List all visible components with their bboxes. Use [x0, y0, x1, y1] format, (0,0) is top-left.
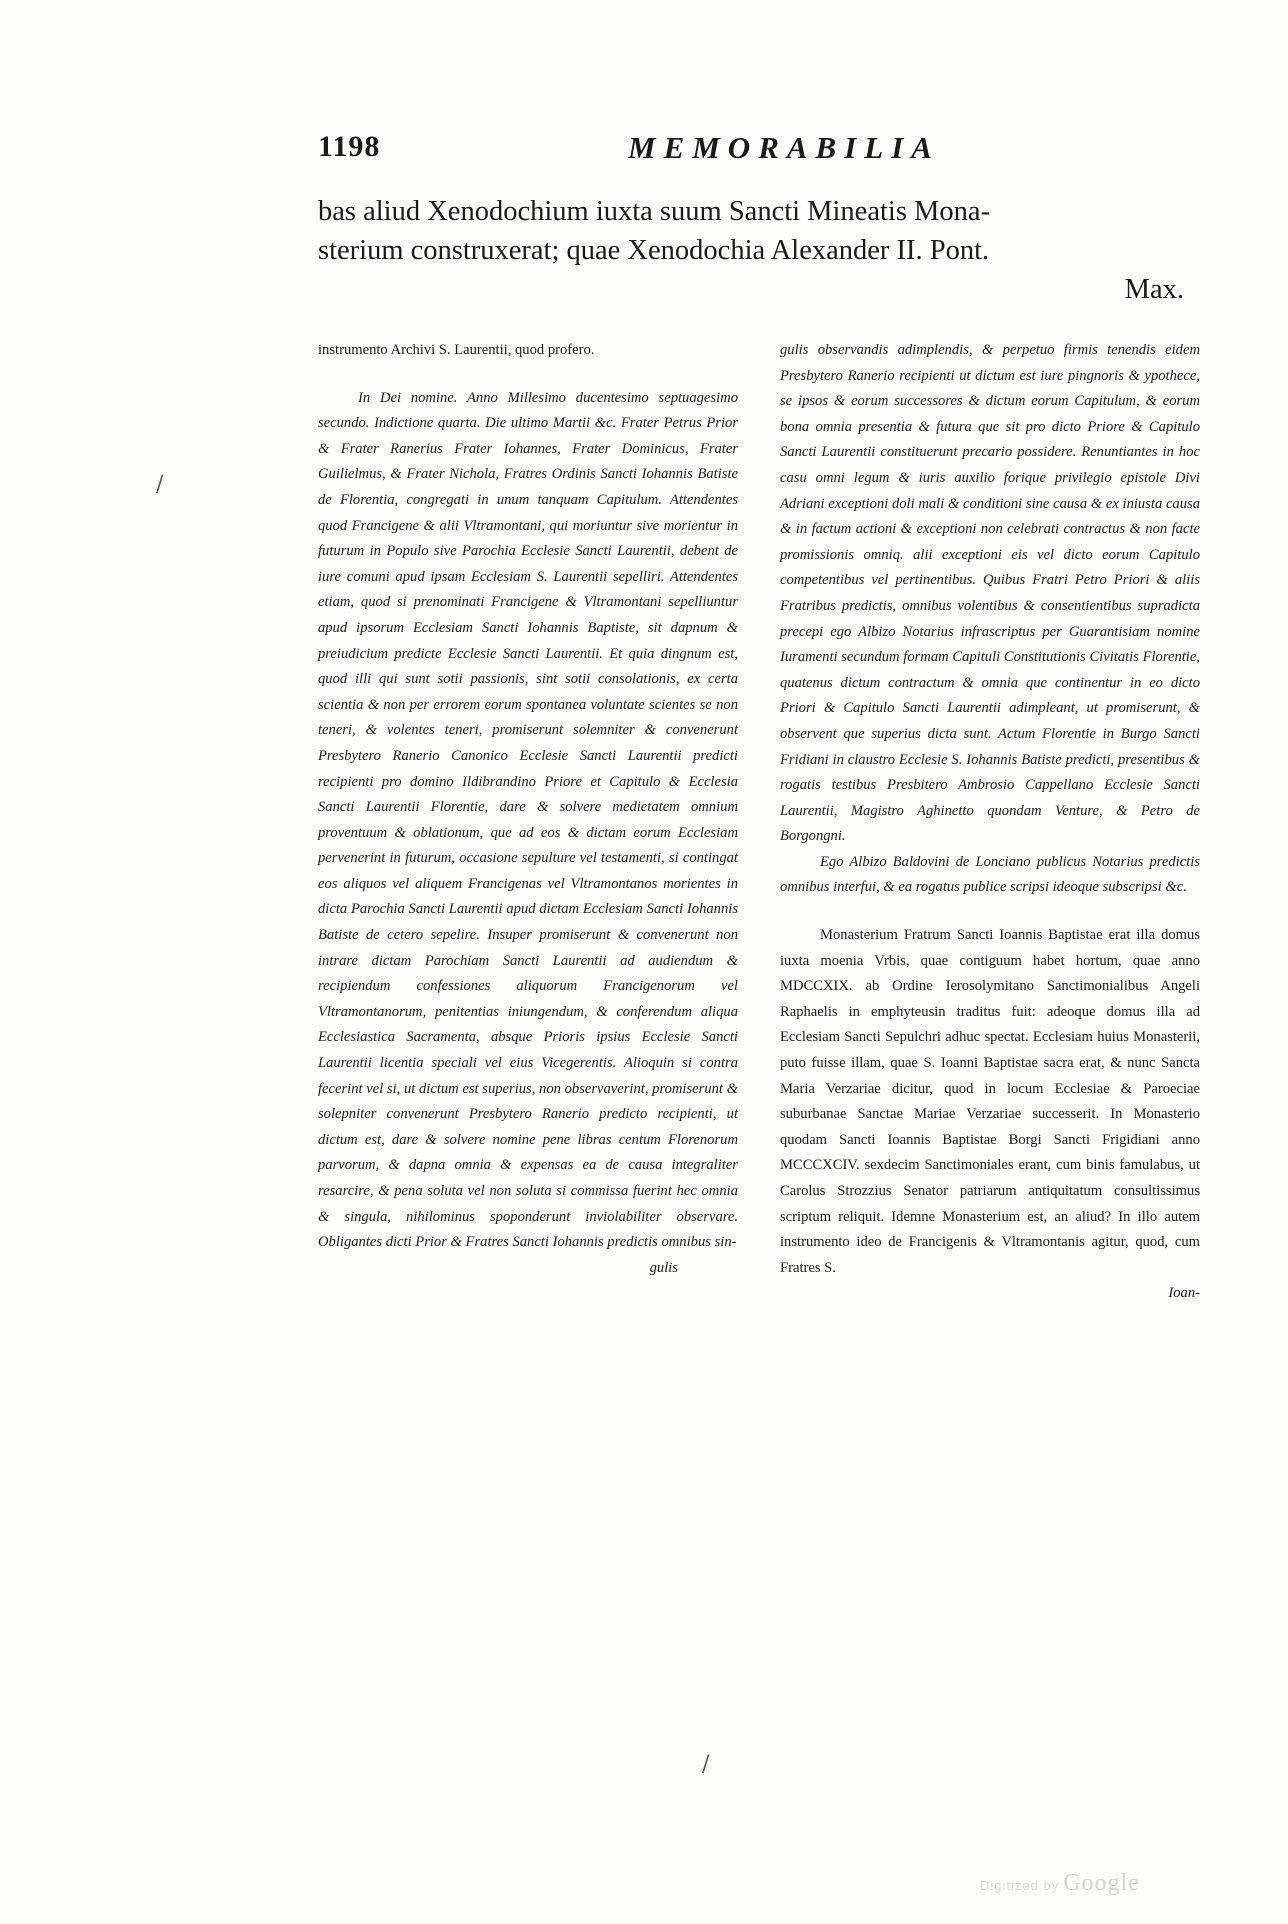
intro-line: bas aliud Xenodochium iuxta suum Sancti Mineatis Mona- — [318, 196, 991, 227]
notary-subscription: Ego Albizo Baldovini de Lonciano publicus Notarius predictis omnibus interfui, & ea rogatus publice scripsi ideoque subscripsi &c. — [780, 853, 1200, 896]
page-number: 1198 — [318, 130, 381, 163]
paragraph-spacer — [318, 364, 738, 386]
running-title: MEMORABILIA — [628, 130, 940, 165]
intro-line: Max. — [1124, 274, 1184, 305]
intro-line: sterium construxerat; quae Xenodochia Alexander II. Pont. — [318, 235, 990, 266]
page-header — [318, 130, 968, 176]
commentary-text: Monasterium Fratrum Sancti Ioannis Baptistae erat illa domus iuxta moenia Vrbis, quae contiguum habet hortum, quae anno MDCCXIX. ab Ordine Ierosolymitano Sanctimonialibus Angeli Raphaelis in emphyteusin traditus fuit: adeoque domus illa ad Ecclesiam Sancti Sepulchri adhuc spectat. Ecclesiam huius Monasterii, puto fuisse illam, quae S. Ioanni Baptistae sacra erat, & nunc Sancta Maria Verzariae dicitur, quod in locum Ecclesiae & Paroeciae suburbanae Sanctae Mariae Verzariae successerit. In Monasterio quodam Sancti Ioannis Baptistae Borgi Sancti Frigidiani anno MCCCXCIV. sexdecim Sanctimoniales erant, cum binis famulabus, ut Carolus Strozzius Senator patriarum antiquitatum consultissimus scriptum reliquit. Idemne Monasterium est, an aliud? In illo autem instrumento ideo de Francigenis & Vltramontanis agitur, quod, cum Fratres S. — [780, 927, 1200, 1276]
left-intro-text: instrumento Archivi S. Laurentii, quod profero. — [318, 342, 595, 358]
charter-text: In Dei nomine. Anno Millesimo ducentesimo septuagesimo secundo. Indictione quarta. Die ultimo Martii &c. Frater Petrus Prior & Frater Ranerius Frater Iohannes, Frater Dominicus, Frater Guilielmus, & Frater Nichola, Fratres Ordinis Sancti Iohannis Batiste de Florentia, congregati in unum tanquam Capitulum. Attendentes quod Francigene & alii Vltramontani, qui moriuntur sive morientur in futurum in Populo sive Parochia Ecclesie Sancti Laurentii, debent de iure comuni apud ipsam Ecclesiam S. Laurentii sepelliri. Attendentes etiam, quod si prenominati Francigene & Vltramontani sepelliuntur apud ipsorum Ecclesiam Sancti Iohannis Baptiste, sit dapnum & preiudicium predicte Ecclesie Sancti Laurentii. Et quia dingnum est, quod illi qui sunt sotii passionis, sint sotii consolationis, ex certa scientia & non per errorem eorum spontanea voluntate scientes se non teneri, & volentes teneri, promiserunt solemniter & convenerunt Presbytero Ranerio Canonico Ecclesie Sancti Laurentii predicti recipienti pro domino Ildibrandino Priore et Capitulo & Ecclesia Sancti Laurentii Florentie, dare & solvere medietatem omnium proventuum & oblationum, que ad eos & dictam eorum Ecclesiam pervenerint in futurum, occasione sepulture vel testamenti, si contingat eos aliquos vel aliquem Francigenas vel Vltramontanos morientes in dicta Parochia Sancti Laurentii apud dictam Ecclesiam Sancti Iohannis Batiste de cetero sepelire. Insuper promiserunt & convenerunt non intrare dictam Parochiam Sancti Laurentii ad audiendum & recipiendum confessiones aliquorum Francigenorum vel Vltramontanorum, penitentias iniungendum, & conferendum aliqua Ecclesiastica Sacramenta, absque Prioris ipsius Ecclesie Sancti Laurentii licentia speciali vel eius Vicegerentis. Alioquin si contra fecerint vel si, ut dictum est superius, non observaverint, promiserunt & solepniter convenerunt Presbytero Ranerio predicto recipienti, ut dictum est, dare & solvere nomine pene libras centum Florenorum parvorum, & dapna omnia & expensas ea de causa integraliter resarcire, & pena soluta vel non soluta si commissa fuerint hec omnia & singula, nihilominus spoponderunt inviolabiliter observare. Obligantes dicti Prior & Fratres Sancti Iohannis predictis omnibus sin- — [318, 389, 738, 1251]
margin-mark: / — [156, 472, 164, 497]
charter-continuation: gulis observandis adimplendis, & perpetuo firmis tenendis eidem Presbytero Ranerio recipienti ut dictum est iure pingnoris & ypothece, se ipsos & eorum successores & dictum eorum Capitulum, & eorum bona omnia presentia & futura que sit pro dicto Priore & Capitulo Sancti Laurentii constituerunt precario possidere. Renuntiantes in hoc casu omni legum & iuris auxilio forique privilegio epistole Divi Adriani exceptioni doli mali & conditioni sine causa & ex iniusta causa & in factum actioni & exceptioni non celebrati contractus & non facte promissionis omniq. alii exceptioni eis vel dicto eorum Capitulo competentibus vel pertinentibus. Quibus Fratri Petro Priori & aliis Fratribus predictis, omnibus volentibus & consentientibus supradicta precepi ego Albizo Notarius infrascriptus per Guarantisiam nomine Iuramenti secundum formam Capituli Constitutionis Civitatis Florentie, quatenus dictum contractum & omnia que continentur in eo dicto Priori & Capitulo Sancti Laurentii adimpleant, ut promiserunt, & observent que superius dicta sunt. Actum Florentie in Burgo Sancti Fridiani in claustro Ecclesie S. Iohannis Batiste predicti, presentibus & rogatis testibus Presbitero Ambrosio Cappellano Ecclesie Sancti Laurentii, Magistro Aghinetto quondam Venture, & Petro de Borgongni. — [780, 342, 1200, 845]
left-column — [318, 338, 738, 1281]
intro-paragraph — [318, 192, 1186, 309]
margin-mark: / — [702, 1752, 710, 1777]
catchword: Ioan- — [1168, 1285, 1200, 1302]
digitization-watermark: Digitized by Google — [980, 1870, 1140, 1896]
two-column-body — [318, 338, 1200, 1668]
right-column — [780, 338, 1200, 1307]
paragraph-spacer — [780, 901, 1200, 923]
catchword: gulis — [649, 1259, 678, 1276]
